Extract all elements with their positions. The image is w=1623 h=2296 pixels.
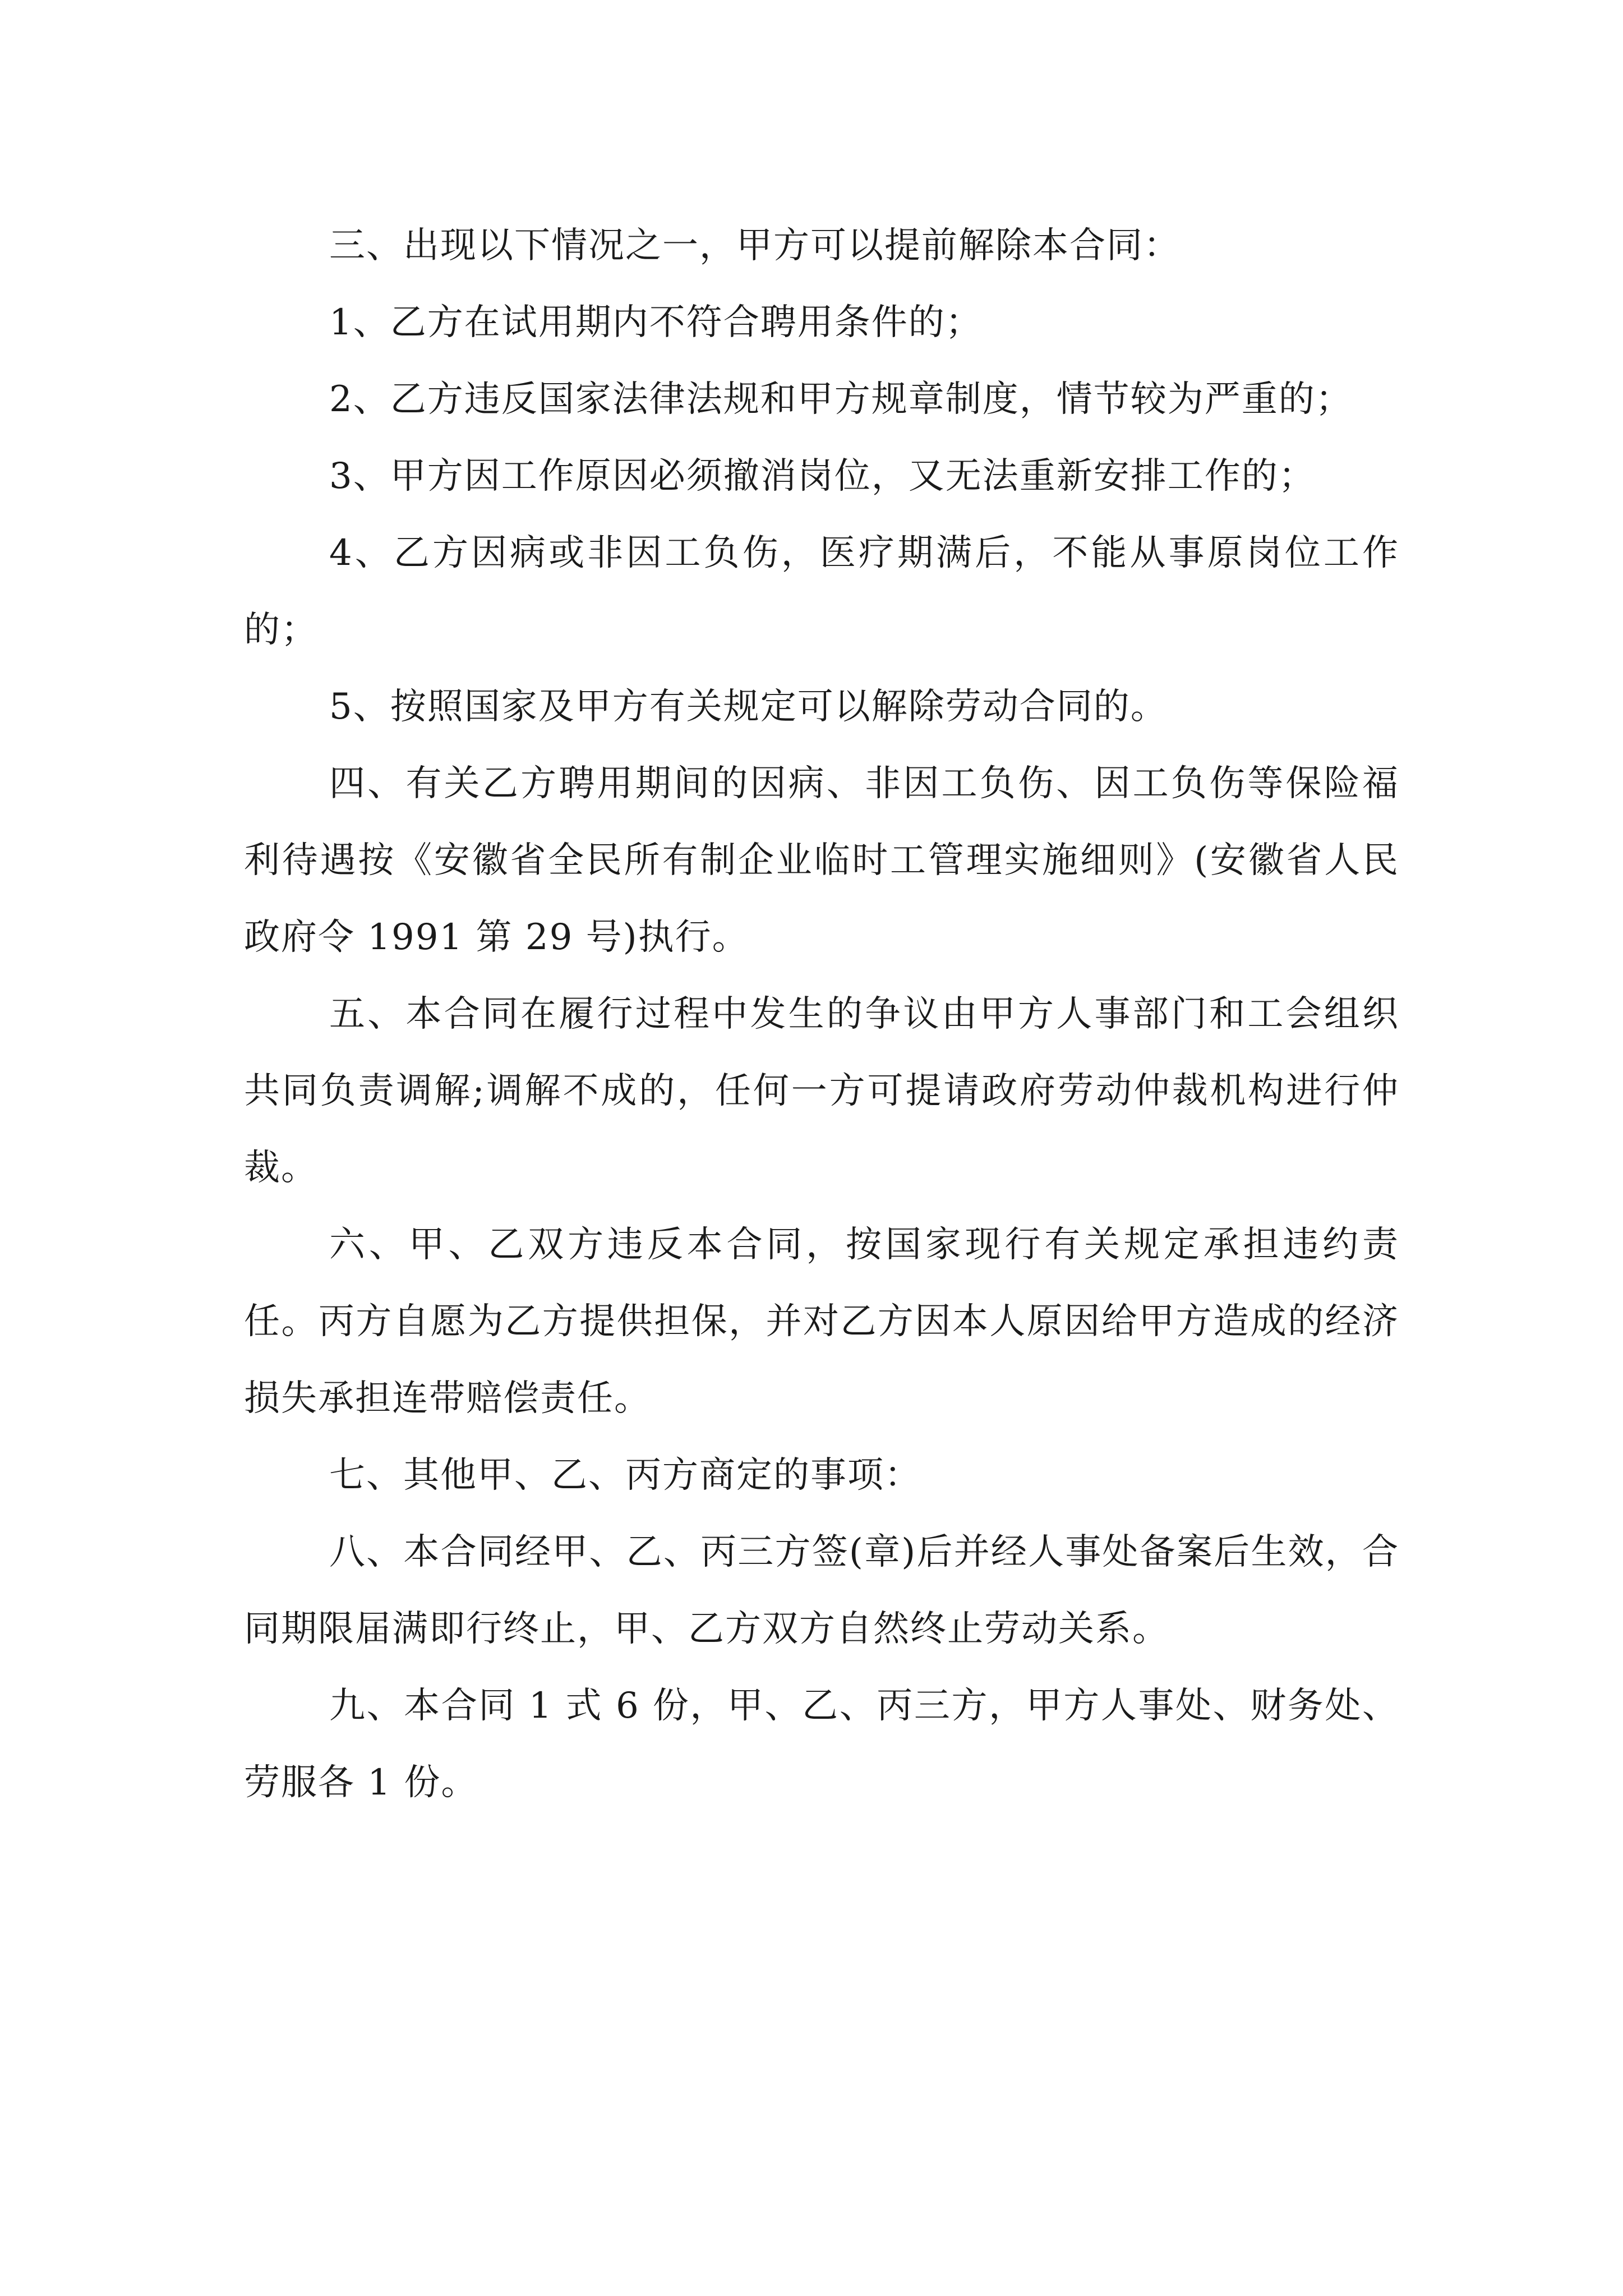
clause-3-item-4: 4、乙方因病或非因工负伤，医疗期满后，不能从事原岗位工作的； bbox=[244, 532, 1399, 651]
clause-5: 五、本合同在履行过程中发生的争议由甲方人事部门和工会组织共同负责调解;调解不成的，任何一方可提请政府劳动仲裁机构进行仲裁。 bbox=[244, 993, 1399, 1189]
clause-4: 四、有关乙方聘用期间的因病、非因工负伤、因工负伤等保险福利待遇按《安徽省全民所有制企业临时工管理实施细则》(安徽省人民政府令 1991 第 29 号)执行。 bbox=[244, 763, 1399, 958]
contract-body bbox=[244, 208, 1399, 1821]
clause-9: 九、本合同 1 式 6 份，甲、乙、丙三方，甲方人事处、财务处、劳服各 1 份。 bbox=[244, 1685, 1399, 1803]
clause-6: 六、甲、乙双方违反本合同，按国家现行有关规定承担违约责任。丙方自愿为乙方提供担保，并对乙方因本人原因给甲方造成的经济损失承担连带赔偿责任。 bbox=[244, 1224, 1399, 1419]
clause-3-heading: 三、出现以下情况之一，甲方可以提前解除本合同： bbox=[329, 225, 1181, 266]
clause-7: 七、其他甲、乙、丙方商定的事项： bbox=[329, 1455, 921, 1496]
clause-3-item-2: 2、乙方违反国家法律法规和甲方规章制度，情节较为严重的； bbox=[329, 379, 1353, 420]
clause-3-item-1: 1、乙方在试用期内不符合聘用条件的； bbox=[329, 302, 983, 343]
clause-3-item-3: 3、甲方因工作原因必须撤消岗位，又无法重新安排工作的； bbox=[329, 455, 1316, 497]
clause-8: 八、本合同经甲、乙、丙三方签(章)后并经人事处备案后生效，合同期限届满即行终止，甲、乙方双方自然终止劳动关系。 bbox=[244, 1531, 1399, 1650]
clause-3-item-5: 5、按照国家及甲方有关规定可以解除劳动合同的。 bbox=[329, 686, 1168, 728]
